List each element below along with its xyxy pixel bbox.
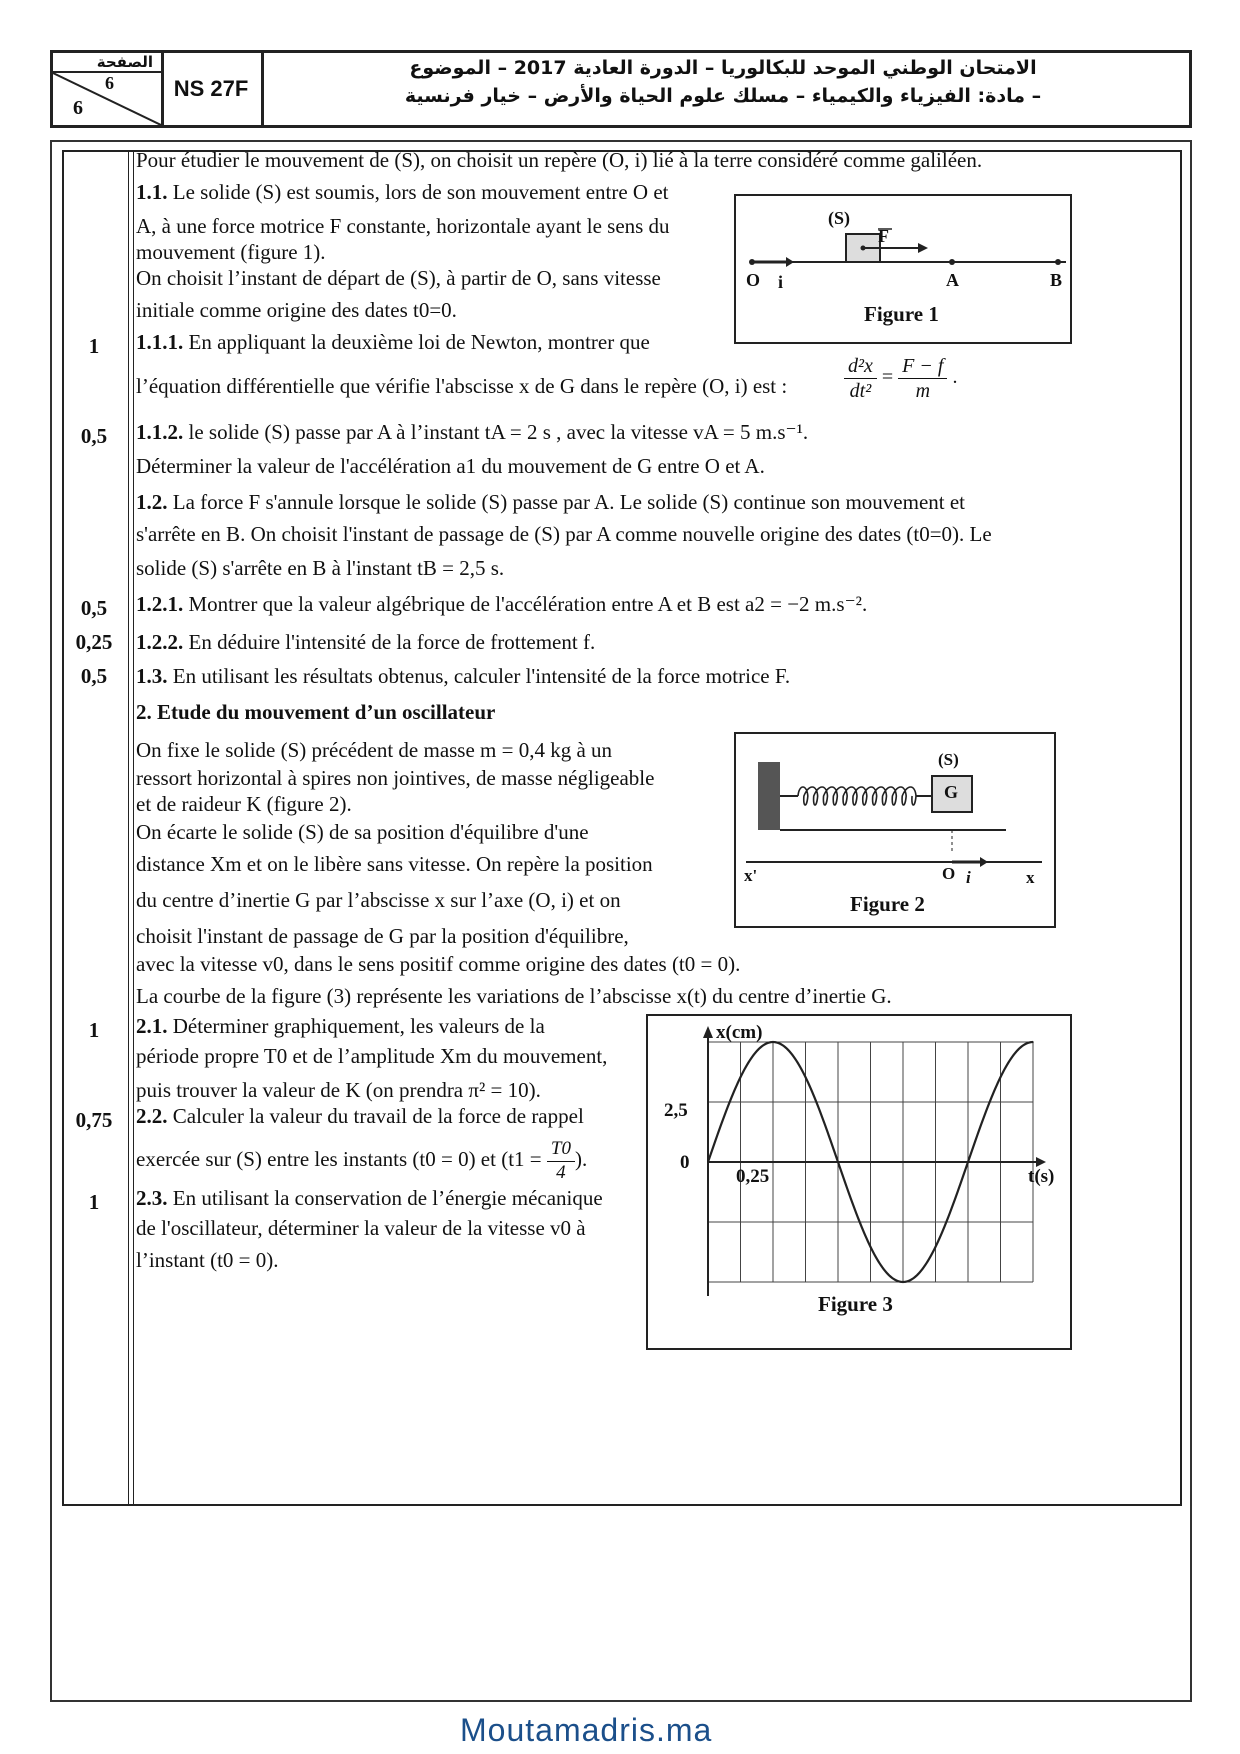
label-i: i xyxy=(966,868,971,887)
q21-number: 2.1. xyxy=(136,1014,168,1038)
p2-line5: distance Xm et on le libère sans vitesse. On repère la position xyxy=(136,852,653,876)
q111-line2: l’équation différentielle que vérifie l'abscisse x de G dans le repère (O, i) est : xyxy=(136,374,788,398)
exam-code: NS 27F xyxy=(161,53,264,125)
content-frame xyxy=(50,140,1192,1702)
q21-line1 xyxy=(136,1014,545,1039)
q21-line2: période propre T0 et de l’amplitude Xm du mouvement, xyxy=(136,1044,608,1068)
q13-number: 1.3. xyxy=(136,664,168,688)
q112-line1 xyxy=(136,420,808,445)
chart-data-point xyxy=(967,1161,969,1163)
chart-data-point xyxy=(707,1161,709,1163)
points-2-2: 0,75 xyxy=(75,1108,113,1132)
q12-line3: solide (S) s'arrête en B à l'instant tB = 2,5 s. xyxy=(136,556,505,580)
q121-number: 1.2.1. xyxy=(136,592,184,616)
figure-2-caption: Figure 2 xyxy=(850,892,925,916)
page-number-box xyxy=(53,53,164,125)
q111-text-a: En appliquant la deuxième loi de Newton, montrer que xyxy=(188,330,650,354)
q21-text-a: Déterminer graphiquement, les valeurs de la xyxy=(172,1014,545,1038)
p2-line6: du centre d’inertie G par l’abscisse x sur l’axe (O, i) et on xyxy=(136,888,621,912)
q13-text: En utilisant les résultats obtenus, calculer l'intensité de la force motrice F. xyxy=(172,664,791,688)
page-label: الصفحة xyxy=(96,53,153,71)
p2-line4: On écarte le solide (S) de sa position d'équilibre d'une xyxy=(136,820,589,844)
chart-x-label: t(s) xyxy=(1028,1166,1055,1187)
unit-vector-head xyxy=(980,857,988,867)
label-a: A xyxy=(946,270,959,290)
q11-line3: mouvement (figure 1). xyxy=(136,240,326,264)
q22-number: 2.2. xyxy=(136,1104,168,1128)
points-2-1: 1 xyxy=(88,1018,100,1042)
label-b: B xyxy=(1050,270,1063,290)
brand-name: Moutamadris xyxy=(460,1712,656,1748)
q21-line3: puis trouver la valeur de K (on prendra π² = 10). xyxy=(136,1078,541,1102)
exam-title xyxy=(265,53,1181,125)
chart-y-tick-label: 2,5 xyxy=(664,1100,688,1121)
q22-frac-den: 4 xyxy=(556,1161,566,1183)
force-label: F xyxy=(878,226,889,246)
question-box xyxy=(62,150,1182,1506)
q122-line xyxy=(136,630,595,655)
chart-data-point xyxy=(935,1246,937,1248)
footer-brand xyxy=(460,1712,712,1749)
points-1-1-1: 1 xyxy=(88,334,100,358)
points-2-3: 1 xyxy=(88,1190,100,1214)
points-1-2-1: 0,5 xyxy=(80,596,108,620)
q111-line1 xyxy=(136,330,650,355)
page-total: 6 xyxy=(73,97,83,119)
q12-line2: s'arrête en B. On choisit l'instant de passage de (S) par A comme nouvelle origine des dates (t0=0). Le xyxy=(136,522,992,546)
chart-y-axis-arrow xyxy=(703,1026,713,1038)
point-b xyxy=(1055,259,1061,265)
q23-line2: de l'oscillateur, déterminer la valeur de la vitesse v0 à xyxy=(136,1216,586,1240)
q12-line1 xyxy=(136,490,965,515)
chart-data-point xyxy=(1032,1041,1034,1043)
exam-title-line2: – مادة: الفيزياء والكيمياء – مسلك علوم الحياة والأرض – خيار فرنسية xyxy=(404,85,1042,107)
figure-3-caption: Figure 3 xyxy=(818,1292,893,1316)
q13-line xyxy=(136,664,790,689)
q112-number: 1.1.2. xyxy=(136,420,184,444)
q12-text-a: La force F s'annule lorsque le solide (S) passe par A. Le solide (S) continue son mouvement et xyxy=(172,490,966,514)
unit-vector-head xyxy=(786,257,794,267)
chart-data-point xyxy=(772,1041,774,1043)
eq-rhs xyxy=(898,354,947,403)
q11-line4: On choisit l’instant de départ de (S), à partir de O, sans vitesse xyxy=(136,266,661,290)
q11-number: 1.1. xyxy=(136,180,168,204)
label-o: O xyxy=(942,864,956,883)
label-g: G xyxy=(944,782,959,802)
chart-data-point xyxy=(1000,1076,1002,1078)
chart-data-point xyxy=(740,1076,742,1078)
q22-line1 xyxy=(136,1104,584,1129)
label-x: x xyxy=(1026,868,1035,887)
q12-number: 1.2. xyxy=(136,490,168,514)
q111-number: 1.1.1. xyxy=(136,330,184,354)
force-vector-head xyxy=(918,243,928,253)
figure-3 xyxy=(646,1014,1072,1350)
q22-text-a: Calculer la valeur du travail de la force de rappel xyxy=(172,1104,584,1128)
points-1-2-2: 0,25 xyxy=(75,630,113,654)
chart-x-tick-label: 0,25 xyxy=(736,1166,770,1187)
p2-line7: choisit l'instant de passage de G par la position d'équilibre, xyxy=(136,924,629,948)
q23-number: 2.3. xyxy=(136,1186,168,1210)
solid-label: (S) xyxy=(938,750,959,769)
chart-data-point xyxy=(837,1161,839,1163)
page-header xyxy=(50,50,1192,128)
q23-line1 xyxy=(136,1186,603,1211)
q121-text: Montrer que la valeur algébrique de l'accélération entre A et B est a2 = −2 m.s⁻². xyxy=(188,592,868,616)
label-o: O xyxy=(746,270,761,290)
wall xyxy=(758,762,780,830)
page-current: 6 xyxy=(105,73,114,93)
exam-title-line1: الامتحان الوطني الموحد للبكالوريا – الدورة العادية 2017 – الموضوع xyxy=(409,57,1037,79)
p2-line9: La courbe de la figure (3) représente les variations de l’abscisse x(t) du centre d’inertie G. xyxy=(136,984,892,1008)
q11-line5: initiale comme origine des dates t0=0. xyxy=(136,298,457,322)
brand-domain: .ma xyxy=(655,1712,713,1748)
point-a xyxy=(949,259,955,265)
eq-lhs-num: d²x xyxy=(844,354,877,379)
eq-lhs xyxy=(844,354,877,403)
eq-rhs-num: F − f xyxy=(898,354,947,379)
solid-label: (S) xyxy=(828,208,850,228)
q122-number: 1.2.2. xyxy=(136,630,184,654)
point-o xyxy=(749,259,755,265)
chart-data-point xyxy=(805,1076,807,1078)
q23-text-a: En utilisant la conservation de l’énergie mécanique xyxy=(172,1186,603,1210)
q22-frac-num: T0 xyxy=(547,1138,575,1162)
p2-line8: avec la vitesse v0, dans le sens positif comme origine des dates (t0 = 0). xyxy=(136,952,741,976)
q11-text-a: Le solide (S) est soumis, lors de son mouvement entre O et xyxy=(172,180,669,204)
chart-y-label: x(cm) xyxy=(716,1022,763,1043)
q22-line2: exercée sur (S) entre les instants (t0 = 0) et (t1 = $\frac{T0}{4}$ ). xyxy=(136,1138,588,1183)
q112-text-a: le solide (S) passe par A à l’instant tA = 2 s , avec la vitesse vA = 5 m.s⁻¹. xyxy=(188,420,809,444)
chart-data-point xyxy=(902,1281,904,1283)
eq-rhs-den: m xyxy=(915,380,931,402)
points-1-3: 0,5 xyxy=(80,664,108,688)
q11-line2: A, à une force motrice F constante, horizontale ayant le sens du xyxy=(136,214,670,238)
differential-equation: $\frac{\text{d²x}}{\text{dt²}}$ = $\frac{F - f}{m}$ . xyxy=(844,354,957,403)
p2-line2: ressort horizontal à spires non jointives, de masse négligeable xyxy=(136,766,655,790)
figure-1 xyxy=(734,194,1072,344)
figure-1-caption: Figure 1 xyxy=(864,302,939,326)
points-1-1-2: 0,5 xyxy=(80,424,108,448)
q22-fraction xyxy=(547,1138,575,1185)
q22-text-b: exercée sur (S) entre les instants (t0 = 0) et (t1 = xyxy=(136,1147,542,1172)
figure-2 xyxy=(734,732,1056,928)
q23-line3: l’instant (t0 = 0). xyxy=(136,1248,279,1272)
p2-line3: et de raideur K (figure 2). xyxy=(136,792,352,816)
chart-data-point xyxy=(870,1246,872,1248)
q112-line2: Déterminer la valeur de l'accélération a1 du mouvement de G entre O et A. xyxy=(136,454,765,478)
label-x-prime: x' xyxy=(744,866,758,885)
p2-line1: On fixe le solide (S) précédent de masse m = 0,4 kg à un xyxy=(136,738,613,762)
label-i: i xyxy=(778,272,784,292)
q11-line1 xyxy=(136,180,669,205)
spring xyxy=(798,787,916,805)
part2-heading: 2. Etude du mouvement d’un oscillateur xyxy=(136,700,496,724)
eq-lhs-den: dt² xyxy=(849,380,872,402)
chart-origin-label: 0 xyxy=(680,1152,690,1173)
q121-line xyxy=(136,592,867,617)
intro-text: Pour étudier le mouvement de (S), on choisit un repère (O, i) lié à la terre considéré comme galiléen. xyxy=(136,148,983,172)
q122-text: En déduire l'intensité de la force de frottement f. xyxy=(188,630,596,654)
points-divider xyxy=(128,152,134,1504)
